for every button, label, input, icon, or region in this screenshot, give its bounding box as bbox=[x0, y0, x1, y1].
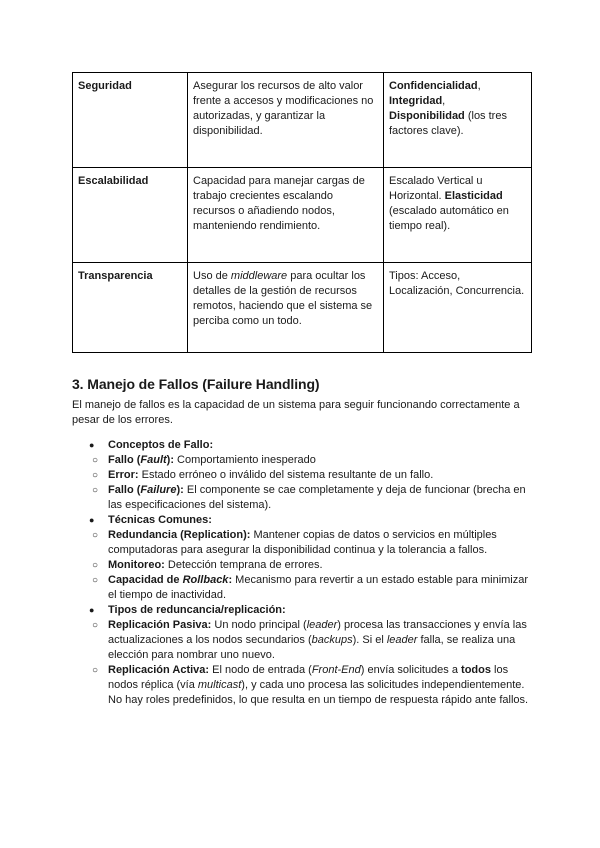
row-name: Seguridad bbox=[78, 80, 132, 92]
sub-list-item: ○ Replicación Pasiva: Un nodo principal (leader) procesa las transacciones y envía las actualizaciones a los nodos secundarios (backups). Si el leader falla, se realiza una elección para nombrar uno nuevo. bbox=[92, 619, 527, 661]
row-description-cell bbox=[188, 73, 384, 168]
sub-bullet-icon: ○ bbox=[92, 455, 99, 466]
row-description-cell bbox=[188, 168, 384, 263]
row-name-cell bbox=[73, 263, 188, 353]
table-row bbox=[73, 73, 532, 168]
bullet-list bbox=[72, 438, 532, 708]
row-description: Capacidad para manejar cargas de trabajo crecientes escalando recursos o añadiendo nodos, manteniendo rendimiento. bbox=[193, 175, 365, 232]
sub-bullet-icon: ○ bbox=[92, 560, 99, 571]
row-description-cell: Uso de middleware para ocultar los detalles de la gestión de recursos remotos, haciendo que el sistema se perciba como un todo. bbox=[188, 263, 384, 353]
key-term: Disponibilidad bbox=[389, 110, 465, 122]
bullet-icon: ● bbox=[89, 605, 95, 615]
row-description: Asegurar los recursos de alto valor frente a accesos y modificaciones no autorizadas, y garantizar la disponibilidad. bbox=[193, 80, 374, 137]
sub-list-item: ○ Monitoreo: Detección temprana de errores. bbox=[92, 559, 323, 571]
bullet-icon: ● bbox=[89, 440, 95, 450]
list-item-redundancy: ● Tipos de reduncancia/replicación: bbox=[89, 604, 286, 616]
row-name-cell bbox=[73, 168, 188, 263]
row-name: Transparencia bbox=[78, 270, 153, 282]
row-name-cell bbox=[73, 73, 188, 168]
table-row bbox=[73, 168, 532, 263]
sub-bullet-icon: ○ bbox=[92, 665, 99, 676]
row-keys-cell: Confidencialidad, Integridad, Disponibilidad (los tres factores clave). bbox=[384, 73, 532, 168]
sub-bullet-icon: ○ bbox=[92, 620, 99, 631]
list-item-concepts: ● Conceptos de Fallo: bbox=[89, 439, 214, 451]
sub-list-item: ○ Capacidad de Rollback: Mecanismo para revertir a un estado estable para minimizar el tiempo de inactividad. bbox=[92, 574, 529, 601]
sub-bullet-icon: ○ bbox=[92, 485, 99, 496]
sub-bullet-icon: ○ bbox=[92, 575, 99, 586]
key-term: Confidencialidad bbox=[389, 80, 478, 92]
row-keys-cell: Tipos: Acceso, Localización, Concurrencia. bbox=[384, 263, 532, 353]
sub-bullet-icon: ○ bbox=[92, 530, 99, 541]
list-item-techniques: ● Técnicas Comunes: bbox=[89, 514, 212, 526]
key-term: Elasticidad bbox=[444, 190, 503, 202]
key-term: Integridad bbox=[389, 95, 443, 107]
row-name: Escalabilidad bbox=[78, 175, 149, 187]
sub-list-item: ○ Redundancia (Replication): Mantener copias de datos o servicios en múltiples computadoras para asegurar la disponibilidad continua y la tolerancia a fallos. bbox=[92, 529, 497, 556]
sub-bullet-icon: ○ bbox=[92, 470, 99, 481]
section-heading: 3. Manejo de Fallos (Failure Handling) bbox=[72, 376, 320, 392]
sub-list-item: ○ Error: Estado erróneo o inválido del sistema resultante de un fallo. bbox=[92, 469, 434, 481]
sub-list-item: ○ Fallo (Failure): El componente se cae completamente y deja de funcionar (brecha en las especificaciones del sistema). bbox=[92, 484, 526, 511]
sub-list-item: ○ Replicación Activa: El nodo de entrada (Front-End) envía solicitudes a todos los nodos réplica (vía multicast), y cada uno procesa las solicitudes independientemente. No hay roles predefinidos, lo que resulta en un tiempo de respuesta rápido ante fallos. bbox=[92, 664, 529, 706]
table-row bbox=[73, 263, 532, 353]
properties-table bbox=[72, 72, 532, 353]
section-intro: El manejo de fallos es la capacidad de un sistema para seguir funcionando correctamente a pesar de los errores. bbox=[72, 399, 520, 426]
sub-list-item: ○ Fallo (Fault): Comportamiento inesperado bbox=[92, 454, 316, 466]
bullet-icon: ● bbox=[89, 515, 95, 525]
row-keys-cell: Escalado Vertical u Horizontal. Elasticidad (escalado automático en tiempo real). bbox=[384, 168, 532, 263]
